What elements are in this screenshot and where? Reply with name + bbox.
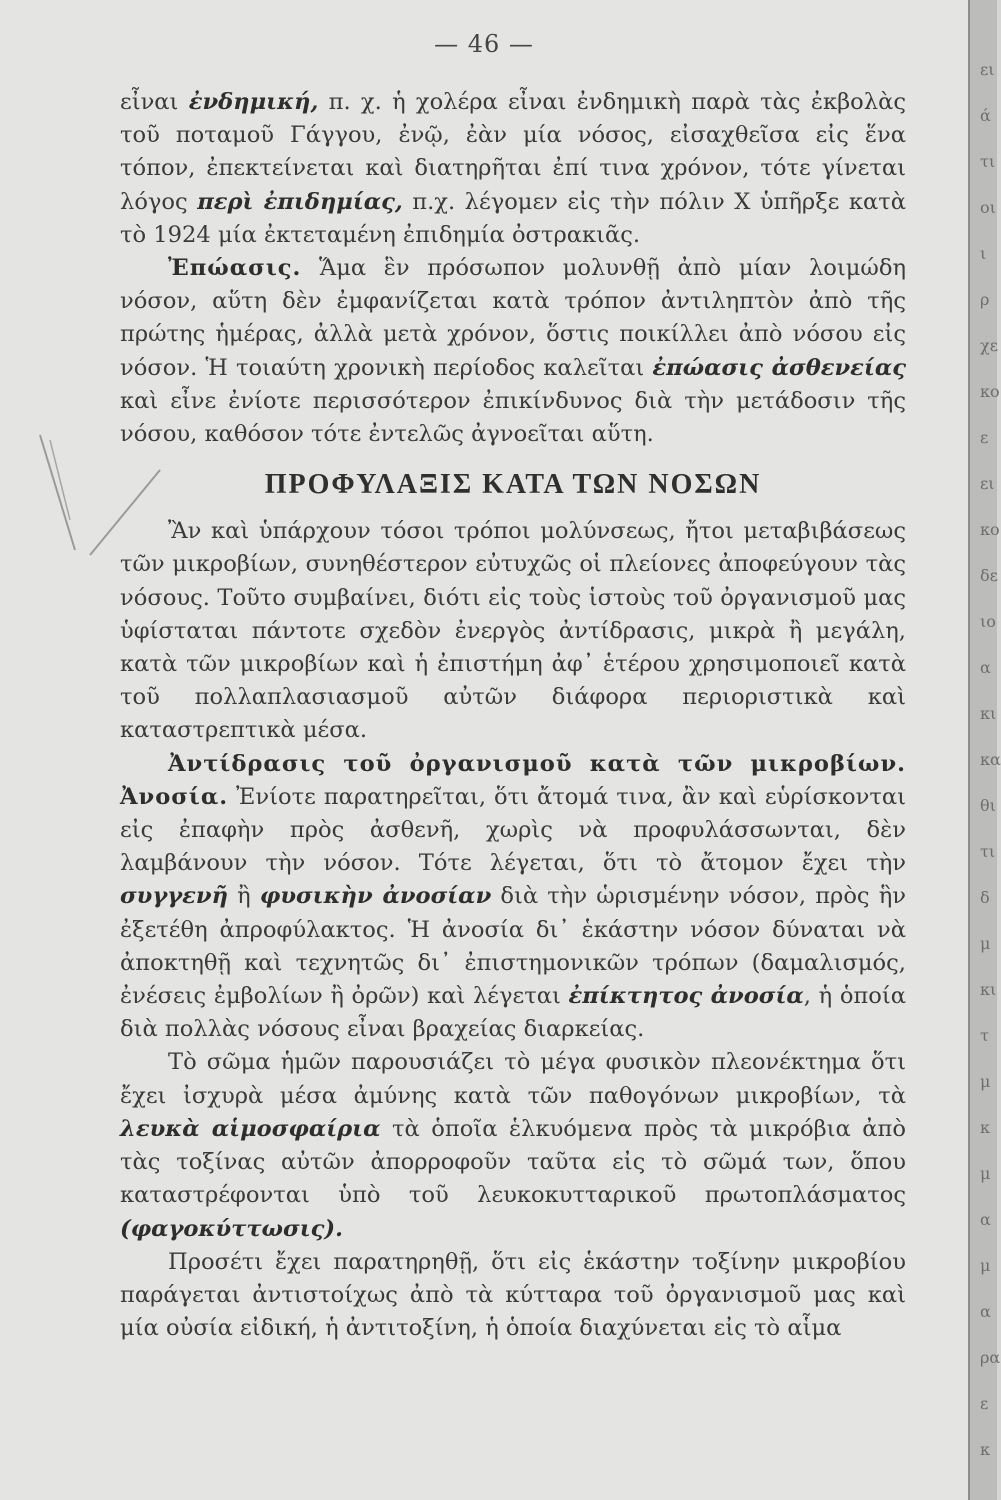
- term-epidemic: περὶ ἐπιδημίας,: [197, 188, 403, 215]
- term-natural-immunity: φυσικὴν ἀνοσίαν: [259, 883, 492, 910]
- subheading-incubation: Ἐπώασις.: [168, 255, 302, 282]
- paragraph-immunity: [120, 748, 906, 1047]
- adjacent-page-fragment: οι: [980, 198, 996, 217]
- adjacent-page-fragment: ει: [980, 60, 995, 79]
- term-congenital: συγγενῆ: [120, 883, 229, 910]
- adjacent-page-fragment: ά: [980, 106, 991, 125]
- adjacent-page-fragment: τ: [980, 1026, 989, 1045]
- adjacent-page-fragment: ρ: [980, 290, 990, 309]
- adjacent-page-fragment: δ: [980, 888, 990, 907]
- text-run: π. χ. ἡ χολέρα εἶναι ἐνδημικὴ παρὰ τὰς ἐκβολὰς τοῦ ποταμοῦ Γάγγου, ἐνῷ, ἐὰν μία νόσος, εἰσαχθεῖσα εἰς ἕνα τόπον, ἐπεκτείνεται καὶ διατηρῆται ἐπί τινα χρόνον, τότε γίνεται λόγος: [120, 89, 906, 215]
- text-run: εἶναι: [120, 89, 189, 115]
- term-acquired-immunity: ἐπίκτητος ἀνοσία: [568, 983, 804, 1010]
- adjacent-page-fragment: θι: [980, 796, 996, 815]
- term-endemic: ἐνδημική,: [188, 89, 319, 115]
- adjacent-page-edge: [968, 0, 1001, 1500]
- adjacent-page-fragment: κ: [980, 1440, 990, 1459]
- adjacent-page-fragment: ιο: [980, 612, 996, 631]
- text-run: Ἂν καὶ ὑπάρχουν τόσοι τρόποι μολύνσεως, ἤτοι μεταβιβάσεως τῶν μικροβίων, συνηθέστερον εὐτυχῶς οἱ πλείονες ἀποφεύγουν τὰς νόσους. Τοῦτο συμβαίνει, διότι εἰς τοὺς ἱστοὺς τοῦ ὀργανισμοῦ μας ὑφίσταται πάντοτε σχεδὸν ἐνεργὸς ἀντίδρασις, μικρὰ ἢ μεγάλη, κατὰ τῶν μικροβίων καὶ ἡ ἐπιστήμη ἀφ᾽ ἑτέρου χρησιμοποιεῖ κατὰ τοῦ πολλαπλασιασμοῦ αὐτῶν διάφορα περιοριστικὰ καὶ καταστρεπτικὰ μέσα.: [120, 518, 906, 744]
- adjacent-page-fragment: μ: [980, 1256, 991, 1275]
- text-run: Προσέτι ἔχει παρατηρηθῇ, ὅτι εἰς ἑκάστην τοξίνην μικροβίου παράγεται ἀντιστοίχως ἀπὸ τὰ κύτταρα τοῦ ὀργανισμοῦ μας καὶ μία οὐσία εἰδική, ἡ ἀντιτοξίνη, ἡ ὁποία διαχύνεται εἰς τὸ αἷμα: [120, 1248, 906, 1342]
- adjacent-page-fragment: κι: [980, 704, 997, 723]
- adjacent-page-fragment: μ: [980, 934, 991, 953]
- subheading-reaction: Ἀντίδρασις τοῦ ὀργανισμοῦ κατὰ τῶν μικροβίων.: [168, 750, 906, 777]
- text-run: π.χ. λέγομεν εἰς τὴν πόλιν Χ ὑπῆρξε κατὰ τὸ 1924 μία ἐκτεταμένη ἐπιδημία ὀστρακιᾶς.: [120, 188, 906, 248]
- adjacent-page-fragment: κι: [980, 980, 997, 999]
- paragraph-prophylaxis: [120, 515, 906, 747]
- adjacent-page-fragment: α: [980, 658, 991, 677]
- text-run: , ἡ ὁποία διὰ πολλὰς νόσους εἶναι βραχείας διαρκείας.: [120, 983, 906, 1043]
- text-run: διὰ τὴν ὡρισμένην νόσον, πρὸς ἣν ἐξετέθη ἀπροφύλακτος. Ἡ ἀνοσία δι᾽ ἑκάστην νόσον δύναται νὰ ἀποκτηθῇ καὶ τεχνητῶς δι᾽ ἐπιστημονικῶν τρόπων (δαμαλισμός, ἐνέσεις ἐμβολίων ἢ ὀρῶν) καὶ λέγεται: [120, 883, 907, 1010]
- adjacent-page-fragment: δε: [980, 566, 998, 585]
- adjacent-page-fragment: τι: [980, 842, 996, 861]
- term-phagocytosis: (φαγοκύττωσις).: [120, 1215, 343, 1242]
- text-run: τὰ ὁποῖα ἑλκυόμενα πρὸς τὰ μικρόβια ἀπὸ τὰς τοξίνας αὐτῶν ἀπορροφοῦν ταῦτα εἰς τὸ σῶμά των, ὅπου καταστρέφονται ὑπὸ τοῦ λευκοκυτταρικοῦ πρωτοπλάσματος: [120, 1115, 906, 1209]
- subheading-immunity: Ἀνοσία.: [120, 783, 229, 810]
- adjacent-page-fragment: ρα: [980, 1348, 1001, 1367]
- adjacent-page-fragment: α: [980, 1210, 991, 1229]
- adjacent-page-fragment: κο: [980, 382, 1000, 401]
- adjacent-page-fragment: τι: [980, 152, 996, 171]
- paragraph-leukocytes: [120, 1046, 906, 1245]
- adjacent-page-fragment: ε: [980, 1394, 989, 1413]
- adjacent-page-fragment: ι: [980, 244, 987, 263]
- page-number: — 46 —: [434, 30, 534, 58]
- adjacent-page-fragment: ει: [980, 474, 995, 493]
- adjacent-page-fragment: κα: [980, 750, 1001, 769]
- text-run: ἢ: [228, 883, 260, 910]
- term-white-blood-cells: λευκὰ αἱμοσφαίρια: [120, 1115, 381, 1142]
- adjacent-page-fragment: κο: [980, 520, 1000, 539]
- text-run: Ἐνίοτε παρατηρεῖται, ὅτι ἄτομά τινα, ἂν καὶ εὑρίσκονται εἰς ἐπαφὴν πρὸς ἀσθενῆ, χωρὶς νὰ προφυλάσσωνται, δὲν λαμβάνουν τὴν νόσον. Τότε λέγεται, ὅτι τὸ ἄτομον ἔχει τὴν: [120, 783, 906, 877]
- text-run: Τὸ σῶμα ἡμῶν παρουσιάζει τὸ μέγα φυσικὸν πλεονέκτημα ὅτι ἔχει ἰσχυρὰ μέσα ἀμύνης κατὰ τῶν παθογόνων μικροβίων, τὰ: [120, 1049, 906, 1109]
- term-incubation: ἐπώασις ἀσθενείας: [652, 354, 906, 381]
- text-run: Ἅμα ἓν πρόσωπον μολυνθῇ ἀπὸ μίαν λοιμώδη νόσον, αὕτη δὲν ἐμφανίζεται κατὰ τρόπον ἀντιληπτὸν ἀπὸ τῆς πρώτης ἡμέρας, ἀλλὰ μετὰ χρόνον, ὅστις ποικίλλει ἀπὸ νόσου εἰς νόσον. Ἡ τοιαύτη χρονικὴ περίοδος καλεῖται: [120, 255, 906, 381]
- adjacent-page-fragment: μ: [980, 1164, 991, 1183]
- paragraph-incubation: [120, 252, 906, 451]
- section-heading: ΠΡΟΦΥΛΑΞΙΣ ΚΑΤΑ ΤΩΝ ΝΟΣΩΝ: [264, 469, 762, 501]
- adjacent-page-fragment: ε: [980, 428, 989, 447]
- adjacent-page-fragment: α: [980, 1302, 991, 1321]
- paragraph-antitoxin: [120, 1246, 906, 1346]
- adjacent-page-fragment: κ: [980, 1118, 990, 1137]
- paragraph-endemic: [120, 86, 906, 252]
- text-run: καὶ εἶνε ἐνίοτε περισσότερον ἐπικίνδυνος διὰ τὴν μετάδοσιν τῆς νόσου, καθόσον τότε ἐντελῶς ἀγνοεῖται αὕτη.: [120, 387, 906, 448]
- body-text: [120, 86, 906, 1345]
- adjacent-page-fragment: χε: [980, 336, 998, 355]
- adjacent-page-fragment: μ: [980, 1072, 991, 1091]
